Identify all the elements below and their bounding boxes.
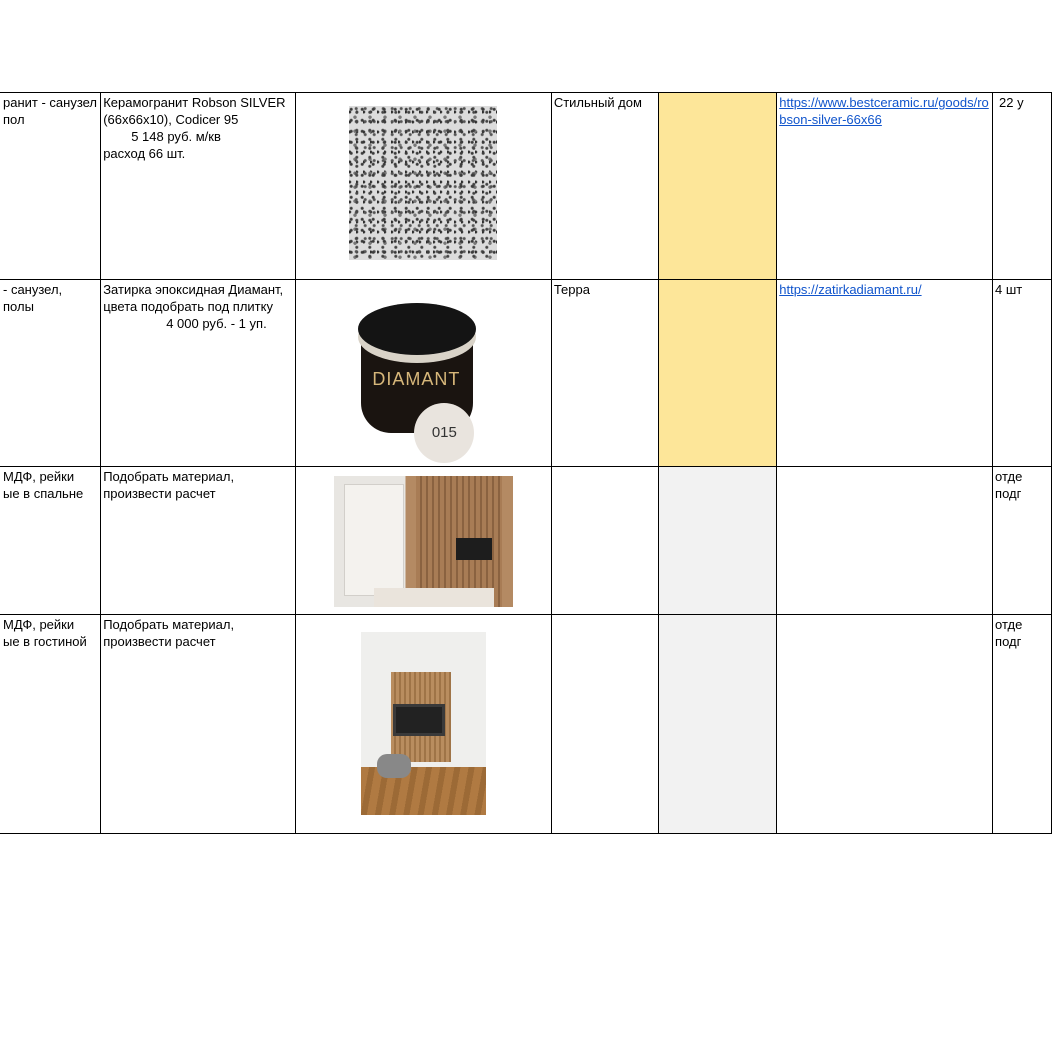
description-cell: Подобрать материал, произвести расчет bbox=[101, 615, 296, 834]
color-code-badge: 015 bbox=[414, 403, 474, 463]
description-cell: Керамогранит Robson SILVER (66x66x10), Codicer 95 5 148 руб. м/кв расход 66 шт. bbox=[101, 93, 296, 280]
link-cell bbox=[777, 280, 993, 467]
description-cell: Затирка эпоксидная Диамант, цвета подобрать под плитку 4 000 руб. - 1 уп. bbox=[101, 280, 296, 467]
table-row bbox=[0, 280, 1052, 467]
table-row bbox=[0, 93, 1052, 280]
jar-lid bbox=[358, 303, 476, 355]
wardrobe bbox=[344, 484, 404, 596]
quantity-cell: отде подг bbox=[993, 467, 1052, 615]
quantity-cell: 4 шт bbox=[993, 280, 1052, 467]
quantity-cell: 22 у bbox=[993, 93, 1052, 280]
item-name-cell: МДФ, рейки ые в спальне bbox=[0, 467, 101, 615]
link-cell bbox=[777, 93, 993, 280]
link-cell bbox=[777, 615, 993, 834]
highlight-cell bbox=[659, 93, 777, 280]
materials-table bbox=[0, 92, 1052, 834]
jar-brand-label: DIAMANT bbox=[372, 369, 461, 389]
table-row bbox=[0, 467, 1052, 615]
description-cell: Подобрать материал, произвести расчет bbox=[101, 467, 296, 615]
terrazzo-tile-image bbox=[349, 106, 497, 260]
image-cell bbox=[295, 93, 551, 280]
product-link[interactable]: https://www.bestceramic.ru/goods/robson-silver-66x66 bbox=[779, 95, 989, 127]
bed bbox=[374, 588, 494, 607]
tv-screen bbox=[456, 538, 492, 560]
highlight-cell bbox=[659, 280, 777, 467]
fireplace bbox=[393, 704, 445, 736]
item-name-cell: МДФ, рейки ые в гостиной bbox=[0, 615, 101, 834]
item-name-cell: - санузел, полы bbox=[0, 280, 101, 467]
image-cell bbox=[295, 615, 551, 834]
link-cell bbox=[777, 467, 993, 615]
supplier-cell: Стильный дом bbox=[551, 93, 658, 280]
image-cell bbox=[295, 467, 551, 615]
product-link[interactable]: https://zatirkadiamant.ru/ bbox=[779, 282, 922, 297]
supplier-cell bbox=[551, 467, 658, 615]
item-name-cell: ранит - санузел пол bbox=[0, 93, 101, 280]
quantity-cell: отде подг bbox=[993, 615, 1052, 834]
highlight-cell bbox=[659, 467, 777, 615]
armchair bbox=[377, 754, 411, 778]
grout-jar-image bbox=[358, 303, 488, 448]
highlight-cell bbox=[659, 615, 777, 834]
bedroom-render-image bbox=[334, 476, 513, 607]
table-row bbox=[0, 615, 1052, 834]
supplier-cell: Терра bbox=[551, 280, 658, 467]
supplier-cell bbox=[551, 615, 658, 834]
living-room-render-image bbox=[361, 632, 486, 815]
image-cell bbox=[295, 280, 551, 467]
